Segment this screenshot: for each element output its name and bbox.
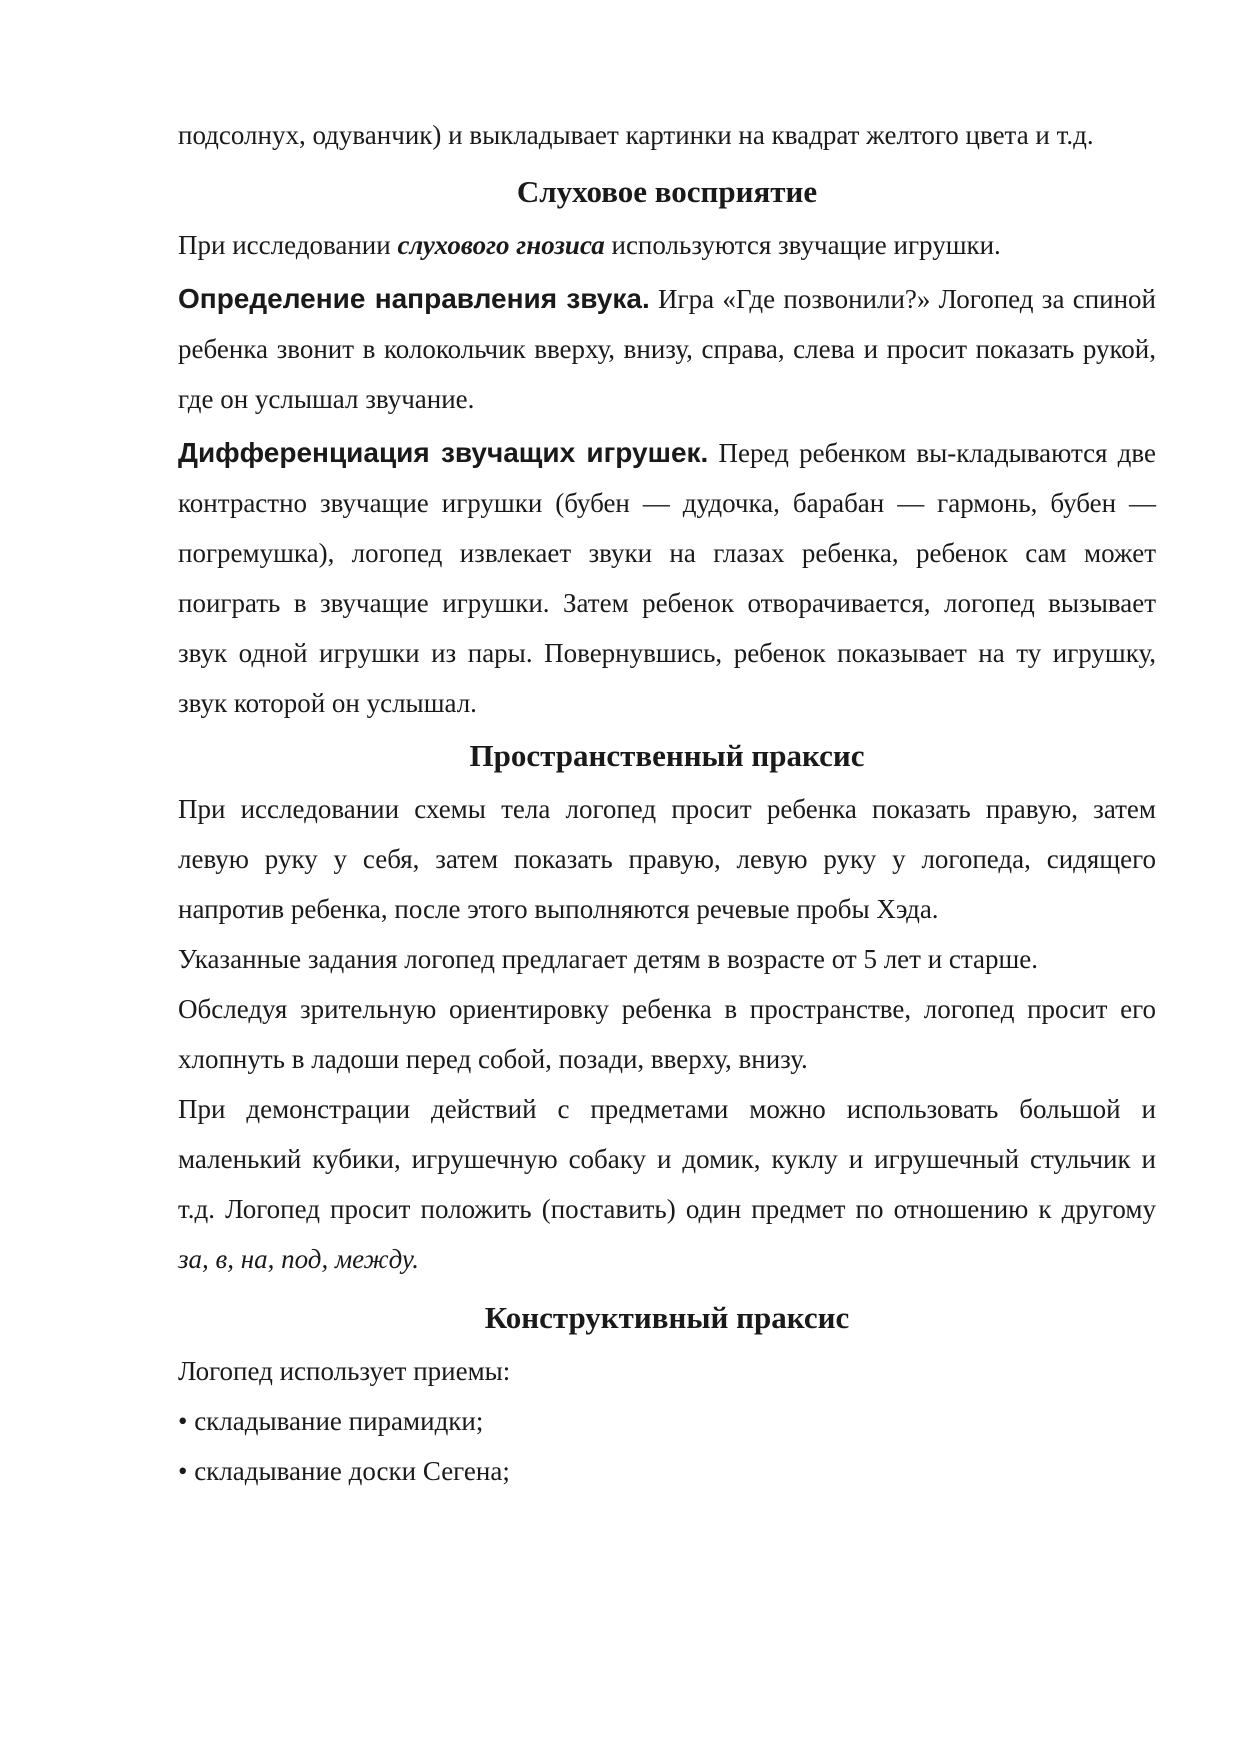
emphasis-prepositions: за, в, на, под, между. bbox=[178, 1244, 419, 1274]
heading-constructive: Конструктивный праксис bbox=[484, 1300, 850, 1335]
text-segment: При демонстрации действий с предметами можно использовать большой и маленький кубики, игрушечную собаку и домик, куклу и игрушечный стульчик и т.д. Логопед просит положить (поставить) один предмет по отношению к другому bbox=[178, 1094, 1156, 1224]
emphasis-term: слухового гнозиса bbox=[397, 230, 605, 260]
text-segment: используются звучащие игрушки. bbox=[604, 230, 1001, 260]
paragraph-sound-direction bbox=[178, 274, 1156, 424]
page-content bbox=[178, 110, 1156, 1496]
paragraph-age-note: Указанные задания логопед предлагает детям в возрасте от 5 лет и старше. bbox=[178, 944, 1039, 974]
text-segment: При исследовании bbox=[178, 230, 398, 260]
text-segment: Игра «Где позвонили?» Логопед за спиной ребенка звонит в колокольчик вверху, внизу, справа, слева и просит показать рукой, где он услышал звучание. bbox=[178, 284, 1156, 414]
heading-spatial: Пространственный праксис bbox=[469, 738, 865, 773]
paragraph-lead: Дифференциация звучащих игрушек. bbox=[178, 437, 709, 468]
paragraph-techniques: Логопед использует приемы: bbox=[178, 1356, 511, 1386]
paragraph-body-scheme: При исследовании схемы тела логопед просит ребенка показать правую, затем левую руку у себя, затем показать правую, левую руку у логопеда, сидящего напротив ребенка, после этого выполняются речевые пробы Хэда. bbox=[178, 794, 1156, 924]
heading-hearing: Слуховое восприятие bbox=[516, 174, 818, 209]
paragraph-object-actions bbox=[178, 1084, 1156, 1284]
paragraph-continuation: подсолнух, одуванчик) и выкладывает картинки на квадрат желтого цвета и т.д. bbox=[178, 120, 1094, 150]
paragraph-toy-differentiation bbox=[178, 428, 1156, 728]
paragraph-hearing-intro bbox=[178, 220, 1156, 270]
text-segment: Перед ребенком вы-кладываются две контрастно звучащие игрушки (бубен — дудочка, барабан — гармонь, бубен — погремушка), логопед извлекает звуки на глазах ребенка, ребенок сам может поиграть в звучащие игрушки. Затем ребенок отворачивается, логопед вызывает звук одной игрушки из пары. Повернувшись, ребенок показывает на ту игрушку, звук которой он услышал. bbox=[178, 438, 1156, 718]
list-item: • складывание пирамидки; bbox=[178, 1406, 484, 1436]
list-item: • складывание доски Сегена; bbox=[178, 1456, 510, 1486]
paragraph-visual-orientation: Обследуя зрительную ориентировку ребенка в пространстве, логопед просит его хлопнуть в ладоши перед собой, позади, вверху, внизу. bbox=[178, 994, 1156, 1074]
paragraph-lead: Определение направления звука. bbox=[178, 283, 650, 314]
